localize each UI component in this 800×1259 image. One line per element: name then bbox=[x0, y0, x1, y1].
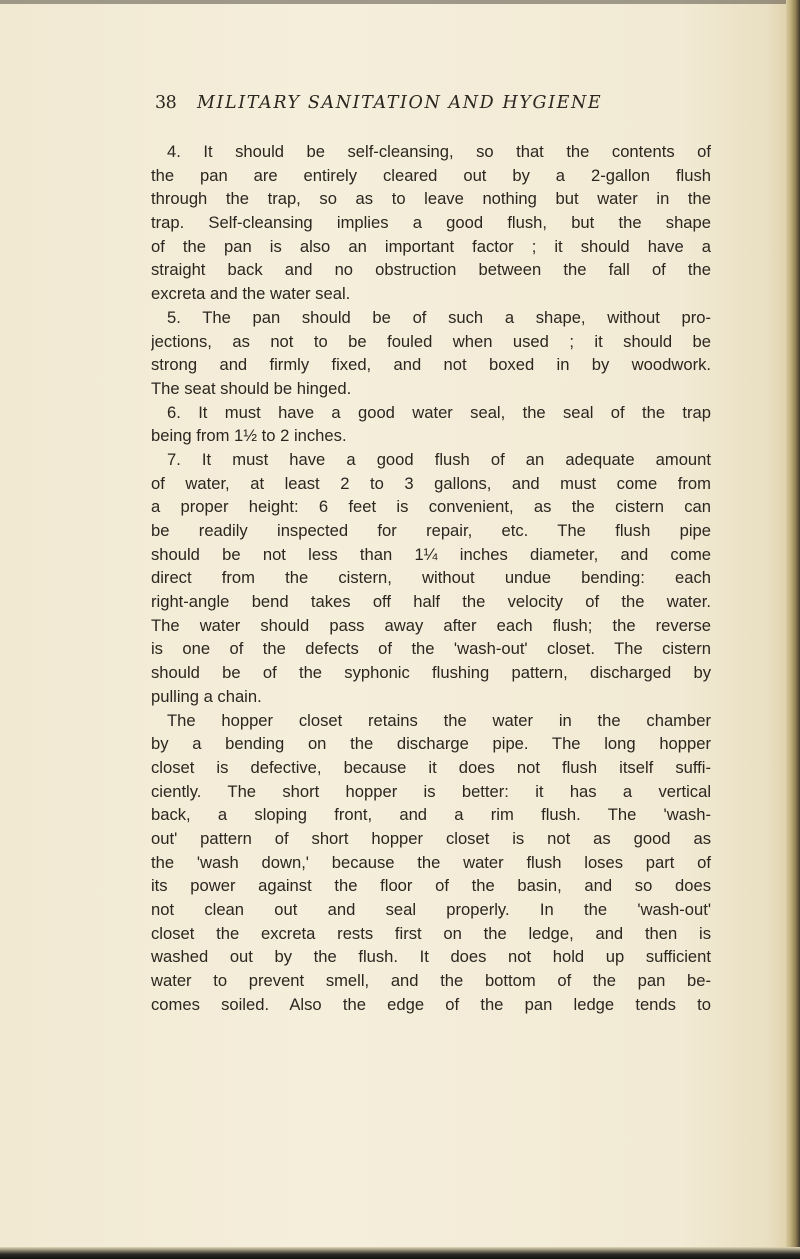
text-line: trap. Self-cleansing implies a good flush, but the shape bbox=[151, 213, 711, 233]
text-line: by a bending on the discharge pipe. The long hopper bbox=[151, 734, 711, 754]
text-line: straight back and no obstruction between the fall of the bbox=[151, 260, 711, 280]
text-line: 6. It must have a good water seal, the seal of the trap bbox=[167, 402, 711, 422]
text-line: right-angle bend takes off half the velocity of the water. bbox=[151, 592, 711, 612]
running-head bbox=[155, 92, 715, 114]
text-line: of water, at least 2 to 3 gallons, and must come from bbox=[151, 473, 711, 493]
text-line: a proper height: 6 feet is convenient, as the cistern can bbox=[151, 497, 711, 517]
text-line: 4. It should be self-cleansing, so that the contents of bbox=[167, 142, 711, 161]
text-line: 5. The pan should be of such a shape, without pro- bbox=[167, 307, 711, 327]
text-line: should be of the syphonic flushing pattern, discharged by bbox=[151, 663, 711, 683]
text-line: The seat should be hinged. bbox=[151, 378, 352, 398]
body-text bbox=[151, 140, 711, 1016]
text-line: is one of the defects of the 'wash-out' closet. The cistern bbox=[151, 639, 711, 659]
text-line: The hopper closet retains the water in the chamber bbox=[167, 710, 711, 730]
text-line: The water should pass away after each flush; the reverse bbox=[151, 615, 711, 635]
page-number: 38 bbox=[155, 93, 177, 113]
top-edge-shadow bbox=[0, 0, 790, 4]
text-line: through the trap, so as to leave nothing but water in the bbox=[151, 189, 711, 209]
text-line: washed out by the flush. It does not hold up sufficient bbox=[151, 947, 711, 967]
bottom-edge-shadow bbox=[0, 1247, 800, 1259]
text-line: excreta and the water seal. bbox=[151, 284, 351, 304]
text-line: the 'wash down,' because the water flush loses part of bbox=[151, 852, 711, 872]
text-line: the pan are entirely cleared out by a 2-gallon flush bbox=[151, 165, 711, 185]
text-line: its power against the floor of the basin, and so does bbox=[151, 876, 711, 896]
running-title: MILITARY SANITATION AND HYGIENE bbox=[197, 93, 603, 113]
text-line: direct from the cistern, without undue bending: each bbox=[151, 568, 711, 588]
text-line: closet is defective, because it does not flush itself suffi- bbox=[151, 757, 711, 777]
text-line: closet the excreta rests first on the ledge, and then is bbox=[151, 923, 711, 943]
page-binding-edge bbox=[786, 0, 800, 1259]
text-line: not clean out and seal properly. In the 'wash-out' bbox=[151, 900, 711, 919]
text-line: be readily inspected for repair, etc. The flush pipe bbox=[151, 521, 711, 540]
text-line: of the pan is also an important factor ; it should have a bbox=[151, 236, 711, 256]
text-line: pulling a chain. bbox=[151, 686, 262, 706]
text-line: comes soiled. Also the edge of the pan ledge tends to bbox=[151, 994, 711, 1014]
text-line: water to prevent smell, and the bottom of the pan be- bbox=[151, 971, 711, 991]
text-line: ciently. The short hopper is better: it has a vertical bbox=[151, 781, 711, 801]
text-line: being from 1½ to 2 inches. bbox=[151, 426, 347, 446]
text-line: 7. It must have a good flush of an adequate amount bbox=[167, 449, 711, 469]
text-line: out' pattern of short hopper closet is not as good as bbox=[151, 828, 711, 848]
text-line: strong and firmly fixed, and not boxed in by woodwork. bbox=[151, 355, 711, 375]
text-line: should be not less than 1¼ inches diameter, and come bbox=[151, 544, 711, 564]
text-line: back, a sloping front, and a rim flush. The 'wash- bbox=[151, 805, 711, 825]
text-line: jections, as not to be fouled when used ; it should be bbox=[151, 331, 711, 351]
